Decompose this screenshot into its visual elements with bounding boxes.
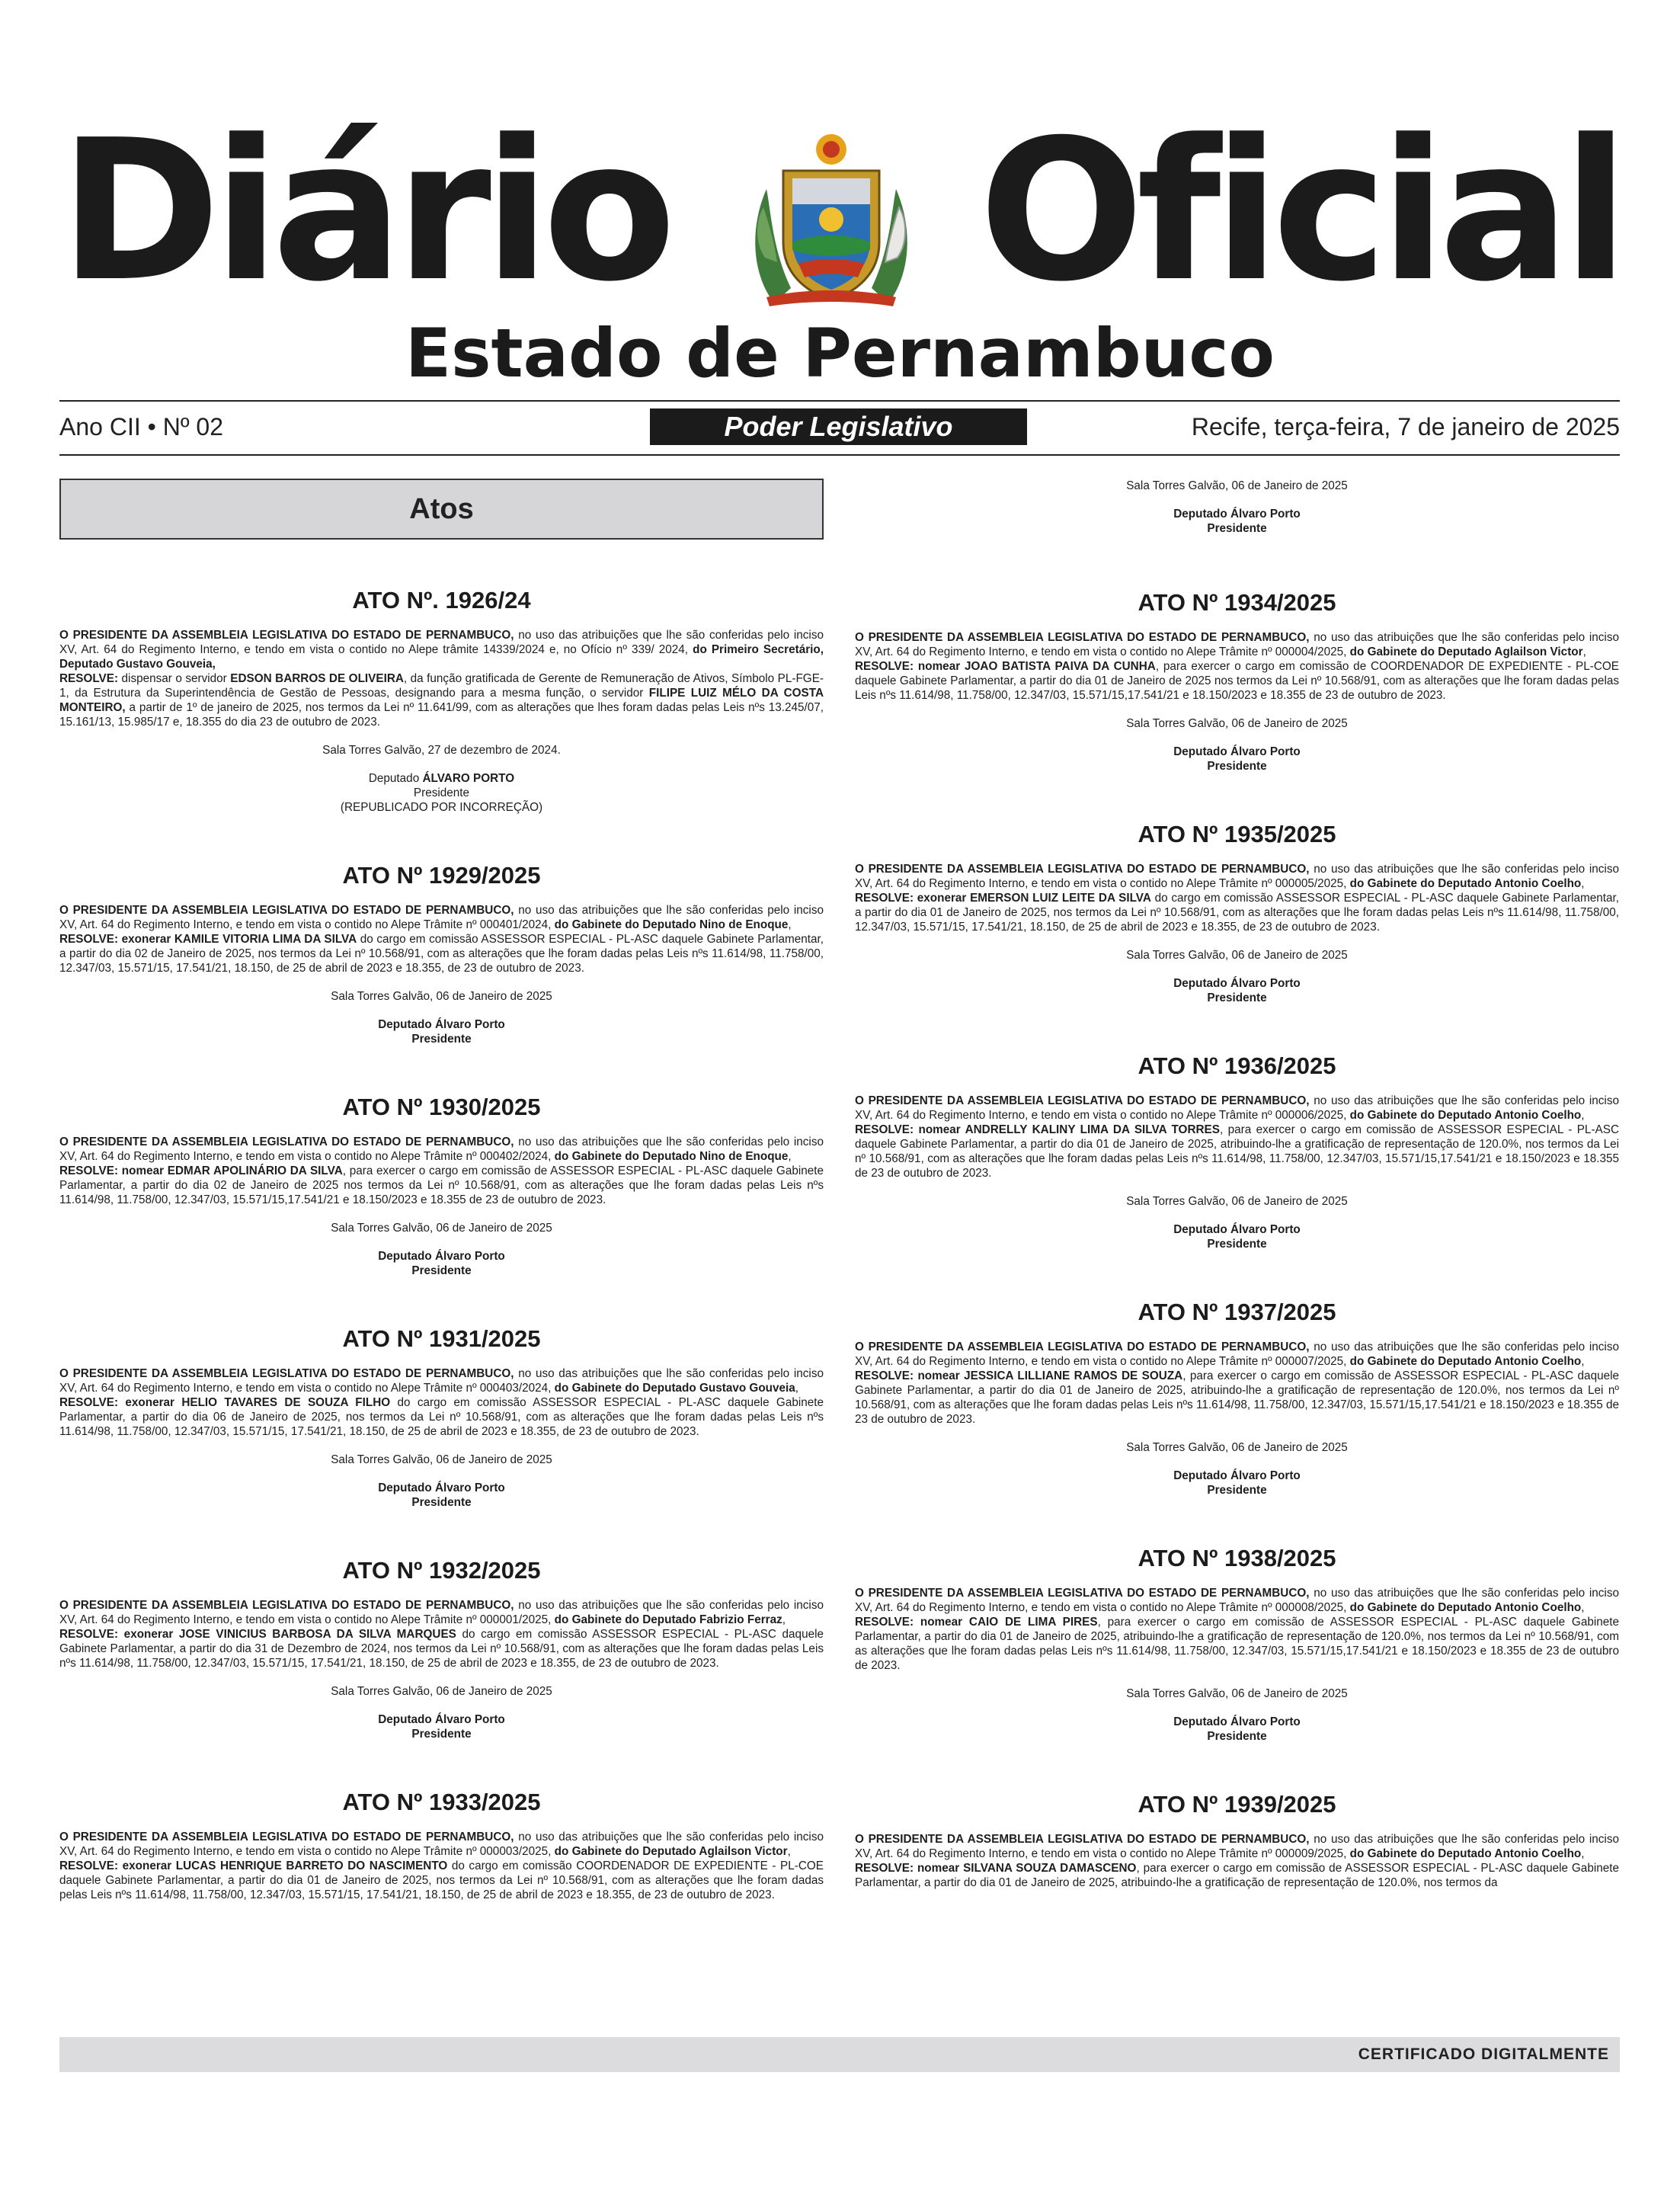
sala-date: Sala Torres Galvão, 06 de Janeiro de 2025 bbox=[331, 1222, 552, 1235]
ato-1933 bbox=[59, 1789, 824, 1902]
signature-block bbox=[855, 479, 1619, 536]
signatory: Deputado Álvaro Porto bbox=[378, 1713, 505, 1726]
ato-title: ATO Nº. 1926/24 bbox=[352, 587, 531, 613]
signatory: Deputado Álvaro Porto bbox=[1173, 1715, 1301, 1728]
info-bar bbox=[59, 408, 1620, 448]
left-column bbox=[59, 479, 824, 1949]
ato-body: O PRESIDENTE DA ASSEMBLEIA LEGISLATIVA DO ESTADO DE PERNAMBUCO, no uso das atribuições que lhe são conferidas pelo inciso XV, Art. 64 do Regimento Interno, e tendo em vista o contido no Alepe Trâmite nº 000008/2025, do Gabinete do Deputado Antonio Coelho, RESOLVE: nomear CAIO DE LIMA PIRES, para exercer o cargo em comissão de ASSESSOR ESPECIAL - PL-ASC daquele Gabinete Parlamentar, a partir do dia 01 de Janeiro de 2025, atribuindo-lhe a gratificação de representação de 120.0%, nos termos da Lei nº 10.568/91, com as alterações que lhe foram dadas pelas Leis nºs 11.614/98, 11.758/00, 12.347/03, 15.571/15,17.541/21 e 18.150/2023 e 18.355 de 23 de outubro de 2023. bbox=[855, 1587, 1619, 1672]
signature-block bbox=[855, 948, 1619, 1005]
signatory: Deputado Álvaro Porto bbox=[378, 1018, 505, 1031]
ato-body: O PRESIDENTE DA ASSEMBLEIA LEGISLATIVA DO ESTADO DE PERNAMBUCO, no uso das atribuições que lhe são conferidas pelo inciso XV, Art. 64 do Regimento Interno, e tendo em vista o contido no Alepe Trâmite nº 000004/2025, do Gabinete do Deputado Aglailson Victor, RESOLVE: nomear JOAO BATISTA PAIVA DA CUNHA, para exercer o cargo em comissão de COORDENADOR DE EXPEDIENTE - PL-COE daquele Gabinete Parlamentar, a partir do dia 01 de Janeiro de 2025 nos termos da Lei nº 10.568/91, com as alterações que lhe foram dadas pelas Leis nºs 11.614/98, 11.758/00, 12.347/03, 15.571/15,17.541/21 e 18.150/2023 e 18.355 de 23 de outubro de 2023. bbox=[855, 631, 1619, 702]
signatory-role: Presidente bbox=[411, 1728, 472, 1741]
signatory-role: Presidente bbox=[1207, 760, 1267, 773]
signatory: Deputado Álvaro Porto bbox=[1173, 745, 1301, 758]
ato-1929 bbox=[59, 862, 824, 1046]
signatory: Deputado Álvaro Porto bbox=[1173, 1223, 1301, 1236]
ato-body: O PRESIDENTE DA ASSEMBLEIA LEGISLATIVA DO ESTADO DE PERNAMBUCO, no uso das atribuições que lhe são conferidas pelo inciso XV, Art. 64 do Regimento Interno, e tendo em vista o contido no Alepe Trâmite nº 000403/2024, do Gabinete do Deputado Gustavo Gouveia, RESOLVE: exonerar HELIO TAVARES DE SOUZA FILHO do cargo em comissão ASSESSOR ESPECIAL - PL-ASC daquele Gabinete Parlamentar, a partir do dia 06 de Janeiro de 2025, nos termos da Lei nº 10.568/91, com as alterações que lhe foram dadas pelas Leis nºs 11.614/98, 11.758/00, 12.347/03, 15.571/15, 17.541/21, 18.150, de 25 de abril de 2023 e 18.355, de 23 de outubro de 2023. bbox=[59, 1367, 824, 1438]
signatory-role: Presidente bbox=[411, 1264, 472, 1277]
signatory: Deputado ÁLVARO PORTO bbox=[368, 772, 515, 785]
signature-block bbox=[59, 1221, 824, 1278]
sala-date: Sala Torres Galvão, 06 de Janeiro de 2025 bbox=[1126, 949, 1348, 962]
ato-body: O PRESIDENTE DA ASSEMBLEIA LEGISLATIVA DO ESTADO DE PERNAMBUCO, no uso das atribuições que lhe são conferidas pelo inciso XV, Art. 64 do Regimento Interno, e tendo em vista o contido no Alepe Trâmite nº 000005/2025, do Gabinete do Deputado Antonio Coelho, RESOLVE: exonerar EMERSON LUIZ LEITE DA SILVA do cargo em comissão ASSESSOR ESPECIAL - PL-ASC daquele Gabinete Parlamentar, a partir do dia 01 de Janeiro de 2025, nos termos da Lei nº 10.568/91, com as alterações que lhe foram dadas pelas Leis nºs 11.614/98, 11.758/00, 12.347/03, 15.571/15, 17.541/21, 18.150, de 25 de abril de 2023 e 18.355, de 23 de outubro de 2023. bbox=[855, 863, 1620, 934]
header-rule-bottom bbox=[59, 454, 1620, 456]
signatory-role: Presidente bbox=[411, 1033, 472, 1046]
sala-date: Sala Torres Galvão, 06 de Janeiro de 2025 bbox=[1126, 717, 1348, 730]
ato-title: ATO Nº 1934/2025 bbox=[1138, 589, 1336, 616]
right-column bbox=[855, 479, 1619, 1937]
ato-title: ATO Nº 1931/2025 bbox=[342, 1325, 541, 1352]
digital-certification-label: CERTIFICADO DIGITALMENTE bbox=[1358, 2045, 1609, 2063]
ato-title: ATO Nº 1929/2025 bbox=[342, 862, 541, 889]
sala-date: Sala Torres Galvão, 06 de Janeiro de 2025 bbox=[331, 1685, 552, 1698]
ato-1930 bbox=[59, 1094, 824, 1278]
signatory: Deputado Álvaro Porto bbox=[1173, 508, 1301, 521]
ato-title: ATO Nº 1937/2025 bbox=[1138, 1299, 1336, 1325]
publication-date: Recife, terça-feira, 7 de janeiro de 2025 bbox=[1191, 413, 1620, 440]
ato-title: ATO Nº 1938/2025 bbox=[1138, 1545, 1336, 1571]
ato-1938 bbox=[855, 1545, 1619, 1744]
ato-1939 bbox=[855, 1791, 1619, 1890]
signatory: Deputado Álvaro Porto bbox=[1173, 1469, 1301, 1482]
masthead bbox=[59, 98, 1621, 325]
signatory-role: Presidente bbox=[413, 786, 470, 799]
signature-block bbox=[855, 1194, 1619, 1251]
sala-date: Sala Torres Galvão, 27 de dezembro de 2024. bbox=[322, 744, 561, 757]
ato-1936 bbox=[855, 1052, 1619, 1251]
signatory: Deputado Álvaro Porto bbox=[378, 1481, 505, 1494]
ato-title: ATO Nº 1935/2025 bbox=[1138, 821, 1336, 847]
signature-block bbox=[59, 743, 824, 815]
section-label: Poder Legislativo bbox=[650, 408, 1027, 445]
sala-date: Sala Torres Galvão, 06 de Janeiro de 2025 bbox=[1126, 479, 1348, 492]
signatory-role: Presidente bbox=[1207, 1238, 1267, 1251]
ato-title: ATO Nº 1930/2025 bbox=[342, 1094, 541, 1120]
signature-block bbox=[59, 1453, 824, 1510]
ato-1931 bbox=[59, 1325, 824, 1510]
masthead-subtitle: Estado de Pernambuco bbox=[405, 314, 1275, 392]
signature-block bbox=[59, 989, 824, 1046]
sala-date: Sala Torres Galvão, 06 de Janeiro de 2025 bbox=[1126, 1441, 1348, 1454]
atos-section-header: Atos bbox=[59, 479, 824, 540]
edition-number: Ano CII • Nº 02 bbox=[59, 413, 223, 440]
signatory: Deputado Álvaro Porto bbox=[1173, 977, 1301, 990]
signatory: Deputado Álvaro Porto bbox=[378, 1250, 505, 1263]
signature-block bbox=[855, 1686, 1619, 1744]
signatory-role: Presidente bbox=[1207, 1730, 1267, 1743]
signatory-role: Presidente bbox=[1207, 522, 1267, 535]
signature-block bbox=[855, 716, 1619, 774]
header-rule-top bbox=[59, 400, 1620, 402]
sala-date: Sala Torres Galvão, 06 de Janeiro de 2025 bbox=[1126, 1195, 1348, 1208]
continued-signature bbox=[855, 479, 1619, 536]
title-oficial: Oficial bbox=[978, 98, 1621, 325]
ato-title: ATO Nº 1933/2025 bbox=[342, 1789, 541, 1815]
ato-title: ATO Nº 1939/2025 bbox=[1138, 1791, 1336, 1818]
republication-note: (REPUBLICADO POR INCORREÇÃO) bbox=[340, 801, 543, 814]
sala-date: Sala Torres Galvão, 06 de Janeiro de 2025 bbox=[331, 1453, 552, 1466]
footer-bar bbox=[59, 2037, 1620, 2072]
ato-title: ATO Nº 1932/2025 bbox=[342, 1557, 541, 1584]
signature-block bbox=[855, 1440, 1619, 1498]
signatory-role: Presidente bbox=[1207, 991, 1267, 1004]
signatory-role: Presidente bbox=[1207, 1484, 1267, 1497]
ato-1932 bbox=[59, 1557, 824, 1741]
ato-1935 bbox=[855, 821, 1619, 1005]
ato-body: O PRESIDENTE DA ASSEMBLEIA LEGISLATIVA DO ESTADO DE PERNAMBUCO, no uso das atribuições que lhe são conferidas pelo inciso XV, Art. 64 do Regimento Interno, e tendo em vista o contido no Alepe Trâmite nº 000003/2025, do Gabinete do Deputado Aglailson Victor, RESOLVE: exonerar LUCAS HENRIQUE BARRETO DO NASCIMENTO do cargo em comissão COORDENADOR DE EXPEDIENTE - PL-COE daquele Gabinete Parlamentar, a partir do dia 01 de Janeiro de 2025, nos termos da Lei nº 10.568/91, com as alterações que lhe foram dadas pelas Leis nºs 11.614/98, 11.758/00, 12.347/03, 15.571/15, 17.541/21, 18.150, de 25 de abril de 2023 e 18.355, de 23 de outubro de 2023. bbox=[59, 1831, 824, 1901]
ato-body: O PRESIDENTE DA ASSEMBLEIA LEGISLATIVA DO ESTADO DE PERNAMBUCO, no uso das atribuições que lhe são conferidas pelo inciso XV, Art. 64 do Regimento Interno, e tendo em vista o contido no Alepe Trâmite nº 000401/2024, do Gabinete do Deputado Nino de Enoque, RESOLVE: exonerar KAMILE VITORIA LIMA DA SILVA do cargo em comissão ASSESSOR ESPECIAL - PL-ASC daquele Gabinete Parlamentar, a partir do dia 02 de Janeiro de 2025, nos termos da Lei nº 10.568/91, com as alterações que lhe foram dadas pelas Leis nºs 11.614/98, 11.758/00, 12.347/03, 15.571/15, 17.541/21, 18.150, de 25 de abril de 2023 e 18.355, de 23 de outubro de 2023. bbox=[59, 904, 824, 975]
coat-of-arms-icon bbox=[744, 128, 919, 309]
ato-title: ATO Nº 1936/2025 bbox=[1138, 1052, 1336, 1079]
title-diario: Diário bbox=[59, 98, 669, 325]
sala-date: Sala Torres Galvão, 06 de Janeiro de 2025 bbox=[331, 990, 552, 1003]
ato-1937 bbox=[855, 1299, 1619, 1498]
signatory-role: Presidente bbox=[411, 1496, 472, 1509]
ato-body: O PRESIDENTE DA ASSEMBLEIA LEGISLATIVA DO ESTADO DE PERNAMBUCO, no uso das atribuições que lhe são conferidas pelo inciso XV, Art. 64 do Regimento Interno, e tendo em vista o contido no Alepe trâmite 14339/2024 e, no Ofício nº 339/ 2024, do Primeiro Secretário, Deputado Gustavo Gouveia, RESOLVE: dispensar o servidor EDSON BARROS DE OLIVEIRA, da função gratificada de Gerente de Remuneração de Ativos, Símbolo PL-FGE-1, da Estrutura da Superintendência de Gestão de Pessoas, designando para a mesma função, o servidor FILIPE LUIZ MÉLO DA COSTA MONTEIRO, a partir de 1º de janeiro de 2025, nos termos da Lei nº 11.641/99, com as alterações que lhes foram dadas pelas Leis nºs 13.245/07, 15.161/13, 15.985/17 e, 18.355 do dia 23 de outubro de 2023. bbox=[59, 629, 824, 729]
signature-block bbox=[59, 1684, 824, 1741]
ato-1934 bbox=[855, 589, 1619, 774]
sala-date: Sala Torres Galvão, 06 de Janeiro de 2025 bbox=[1126, 1687, 1348, 1700]
ato-body: O PRESIDENTE DA ASSEMBLEIA LEGISLATIVA DO ESTADO DE PERNAMBUCO, no uso das atribuições que lhe são conferidas pelo inciso XV, Art. 64 do Regimento Interno, e tendo em vista o contido no Alepe Trâmite nº 000006/2025, do Gabinete do Deputado Antonio Coelho, RESOLVE: nomear ANDRELLY KALINY LIMA DA SILVA TORRES, para exercer o cargo em comissão de ASSESSOR ESPECIAL - PL-ASC daquele Gabinete Parlamentar, a partir do dia 01 de Janeiro de 2025, atribuindo-lhe a gratificação de representação de 120.0%, nos termos da Lei nº 10.568/91, com as alterações que lhe foram dadas pelas Leis nºs 11.614/98, 11.758/00, 12.347/03, 15.571/15,17.541/21 e 18.150/2023 e 18.355 de 23 de outubro de 2023. bbox=[855, 1094, 1619, 1180]
ato-1926 bbox=[59, 587, 824, 815]
ato-body: O PRESIDENTE DA ASSEMBLEIA LEGISLATIVA DO ESTADO DE PERNAMBUCO, no uso das atribuições que lhe são conferidas pelo inciso XV, Art. 64 do Regimento Interno, e tendo em vista o contido no Alepe Trâmite nº 000007/2025, do Gabinete do Deputado Antonio Coelho, RESOLVE: nomear JESSICA LILLIANE RAMOS DE SOUZA, para exercer o cargo em comissão de ASSESSOR ESPECIAL - PL-ASC daquele Gabinete Parlamentar, a partir do dia 01 de Janeiro de 2025, atribuindo-lhe a gratificação de representação de 120.0%, nos termos da Lei nº 10.568/91, com as alterações que lhe foram dadas pelas Leis nºs 11.614/98, 11.758/00, 12.347/03, 15.571/15,17.541/21 e 18.150/2023 e 18.355 de 23 de outubro de 2023. bbox=[855, 1341, 1619, 1426]
ato-body: O PRESIDENTE DA ASSEMBLEIA LEGISLATIVA DO ESTADO DE PERNAMBUCO, no uso das atribuições que lhe são conferidas pelo inciso XV, Art. 64 do Regimento Interno, e tendo em vista o contido no Alepe Trâmite nº 000009/2025, do Gabinete do Deputado Antonio Coelho, RESOLVE: nomear SILVANA SOUZA DAMASCENO, para exercer o cargo em comissão de ASSESSOR ESPECIAL - PL-ASC daquele Gabinete Parlamentar, a partir do dia 01 de Janeiro de 2025, atribuindo-lhe a gratificação de representação de 120.0%, nos termos da bbox=[855, 1833, 1619, 1889]
ato-body: O PRESIDENTE DA ASSEMBLEIA LEGISLATIVA DO ESTADO DE PERNAMBUCO, no uso das atribuições que lhe são conferidas pelo inciso XV, Art. 64 do Regimento Interno, e tendo em vista o contido no Alepe Trâmite nº 000402/2024, do Gabinete do Deputado Nino de Enoque, RESOLVE: nomear EDMAR APOLINÁRIO DA SILVA, para exercer o cargo em comissão de ASSESSOR ESPECIAL - PL-ASC daquele Gabinete Parlamentar, a partir do dia 02 de Janeiro de 2025 nos termos da Lei nº 10.568/91, com as alterações que lhe foram dadas pelas Leis nºs 11.614/98, 11.758/00, 12.347/03, 15.571/15,17.541/21 e 18.150/2023 e 18.355 de 23 de outubro de 2023. bbox=[59, 1136, 824, 1206]
ato-body: O PRESIDENTE DA ASSEMBLEIA LEGISLATIVA DO ESTADO DE PERNAMBUCO, no uso das atribuições que lhe são conferidas pelo inciso XV, Art. 64 do Regimento Interno, e tendo em vista o contido no Alepe Trâmite nº 000001/2025, do Gabinete do Deputado Fabrizio Ferraz, RESOLVE: exonerar JOSE VINICIUS BARBOSA DA SILVA MARQUES do cargo em comissão ASSESSOR ESPECIAL - PL-ASC daquele Gabinete Parlamentar, a partir do dia 31 de Dezembro de 2024, nos termos da Lei nº 10.568/91, com as alterações que lhe foram dadas pelas Leis nºs 11.614/98, 11.758/00, 12.347/03, 15.571/15, 17.541/21, 18.150, de 25 de abril de 2023 e 18.355, de 23 de outubro de 2023. bbox=[59, 1599, 824, 1670]
